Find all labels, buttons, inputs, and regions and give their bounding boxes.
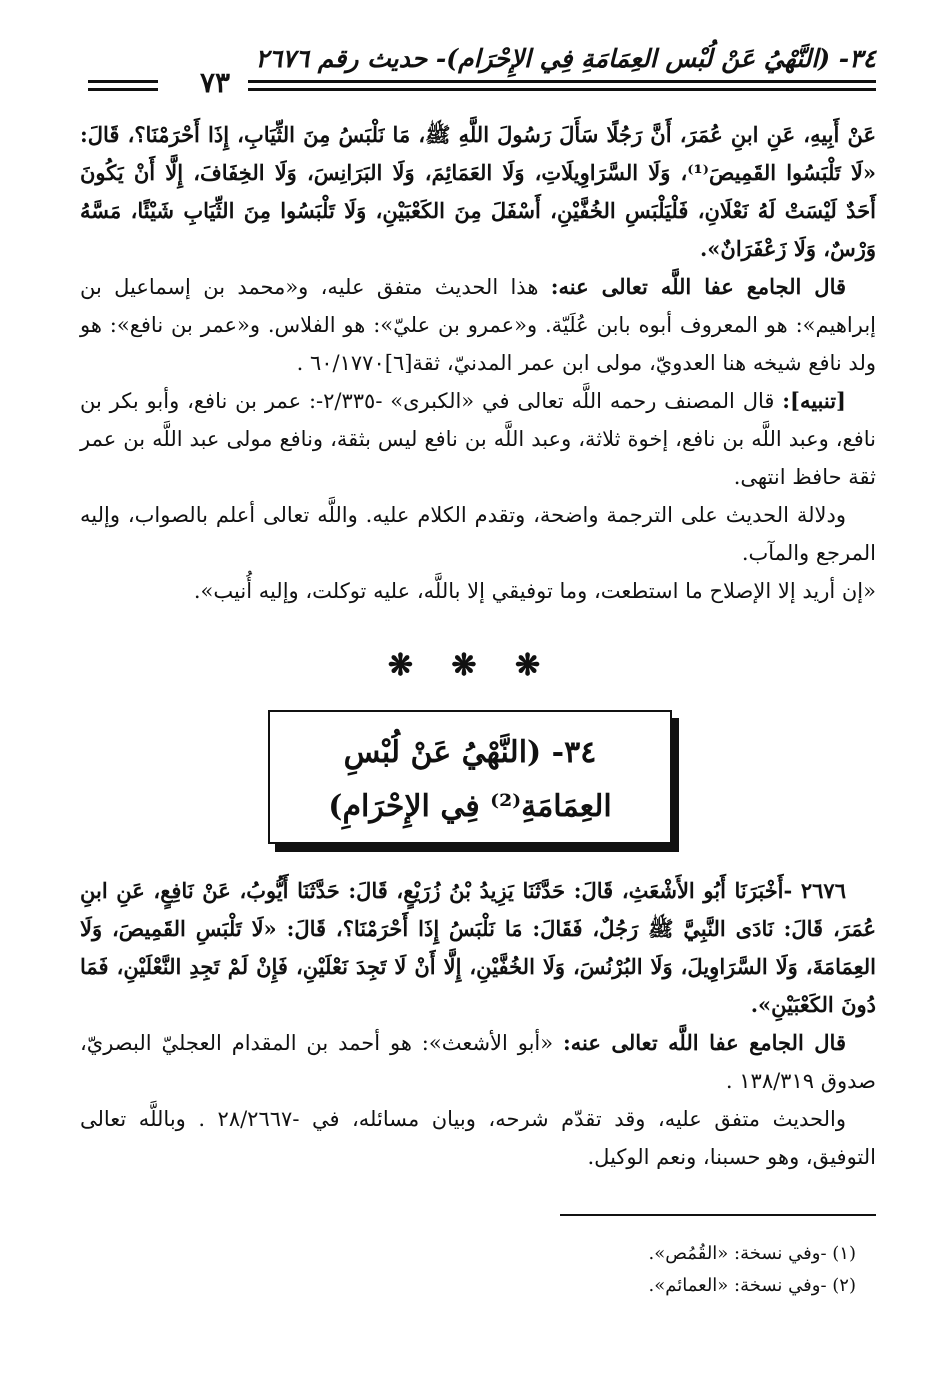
closing-paragraph: والحديث متفق عليه، وقد تقدّم شرحه، وبيان مسائله، في -٢٨/٢٦٦٧ . وباللَّه تعالى التوفيق، وهو حسبنا، ونعم الوكيل. <box>80 1107 876 1169</box>
header-rule <box>248 88 876 91</box>
page-number: ٧٣ <box>200 66 231 99</box>
chapter-title: ٣٤- (النَّهْيُ عَنْ لُبْسِ العِمَامَةِ⁽²⁾ فِي الإِحْرَامِ) <box>328 735 612 824</box>
footnote-rule <box>560 1214 876 1216</box>
section-separator: ❋ ❋ ❋ <box>387 648 555 683</box>
footnote: (٢) -وفي نسخة: «العمائم». <box>648 1275 856 1296</box>
footnote: (١) -وفي نسخة: «القُمُص». <box>648 1243 856 1264</box>
header-rule <box>88 80 158 83</box>
header-rule <box>88 88 158 91</box>
conclusion-paragraph: ودلالة الحديث على الترجمة واضحة، وتقدم الكلام عليه. واللَّه تعالى أعلم بالصواب، وإليه المرجع والمآب. <box>80 503 876 565</box>
page-header <box>80 44 876 104</box>
header-rule <box>248 80 876 83</box>
commentary-text: هذا الحديث متفق عليه، و«محمد بن إسماعيل بن إبراهيم»: هو المعروف أبوه بابن عُلَيّة. و«عمرو بن عليّ»: هو الفلاس. و«عمر بن نافع»: هو ولد نافع شيخه هنا العدويّ، مولى ابن عمر المدنيّ، ثقة[٦]٦٠/١٧٧٠ . <box>80 275 876 375</box>
note-paragraph <box>80 382 876 496</box>
running-title: ٣٤- (النَّهْيُ عَنْ لُبْس العِمَامَةِ فِي الإِحْرَام)- حديث رقم ٢٦٧٦ <box>255 44 876 73</box>
hadith-text: ٢٦٧٦ -أَخْبَرَنَا أَبُو الأَشْعَثِ، قَالَ: حَدَّثَنَا يَزِيدُ بْنُ زُرَيْعٍ، قَالَ: حَدَّثَنَا أَيُّوبُ، عَنْ نَافِعٍ، عَنِ ابنِ عُمَرَ، قَالَ: نَادَى النَّبِيَّ ﷺ رَجُلٌ، فَقَالَ: مَا نَلْبَسُ إِذَا أَحْرَمْنَا؟، قَالَ: «لَا تَلْبَسِ القَمِيصَ، وَلَا العِمَامَةَ، وَلَا السَّرَاوِيلَ، وَلَا البُرْنُسَ، وَلَا الخُفَّيْنِ، إِلَّا أَنْ لَا تَجِدَ نَعْلَيْنِ، فَإِنْ لَمْ تَجِدِ النَّعْلَيْنِ، فَمَا دُونَ الكَعْبَيْنِ». <box>80 878 876 1017</box>
note-lead: [تنبيه]: <box>782 388 846 413</box>
commentary-paragraph <box>80 1024 876 1100</box>
hadith-text: عَنْ أَبِيهِ، عَنِ ابنِ عُمَرَ، أَنَّ رَجُلًا سَأَلَ رَسُولَ اللَّهِ ﷺ، مَا نَلْبَسُ مِنَ الثِّيَابِ، إِذَا أَحْرَمْنَا؟، قَالَ: «لَا تَلْبَسُوا القَمِيصَ⁽¹⁾، وَلَا السَّرَاوِيلَاتِ، وَلَا العَمَائِمَ، وَلَا البَرَانِسَ، وَلَا الخِفَافَ، إِلَّا أَنْ يَكُونَ أَحَدٌ لَيْسَتْ لَهُ نَعْلَانِ، فَلْيَلْبَسِ الخُفَّيْنِ، أَسْفَلَ مِنَ الكَعْبَيْنِ، وَلَا تَلْبَسُوا مِنَ الثِّيَابِ شَيْئًا، مَسَّهُ وَرْسٌ، وَلَا زَعْفَرَانٌ». <box>80 122 877 261</box>
commentary-lead: قال الجامع عفا اللَّه تعالى عنه: <box>550 274 847 299</box>
second-section <box>80 872 876 1176</box>
footnotes <box>80 1238 856 1302</box>
quote-paragraph: «إن أريد إلا الإصلاح ما استطعت، وما توفيقي إلا باللَّه، عليه توكلت، وإليه أُنيب». <box>193 579 876 603</box>
first-section <box>80 116 876 610</box>
chapter-heading-box <box>268 710 672 844</box>
commentary-text: «أبو الأشعث»: هو أحمد بن المقدام العجليّ البصريّ، صدوق ١٣٨/٣١٩ . <box>80 1031 876 1093</box>
commentary-lead: قال الجامع عفا اللَّه تعالى عنه: <box>563 1030 846 1055</box>
commentary-paragraph <box>80 268 876 382</box>
note-text: قال المصنف رحمه اللَّه تعالى في «الكبرى» -٢/٣٣٥-: عمر بن نافع، وأبو بكر بن نافع، وعبد اللَّه بن نافع، إخوة ثلاثة، وعبد اللَّه بن نافع ليس بثقة، ونافع مولى عبد اللَّه بن عمر ثقة حافظ انتهى. <box>80 389 876 489</box>
